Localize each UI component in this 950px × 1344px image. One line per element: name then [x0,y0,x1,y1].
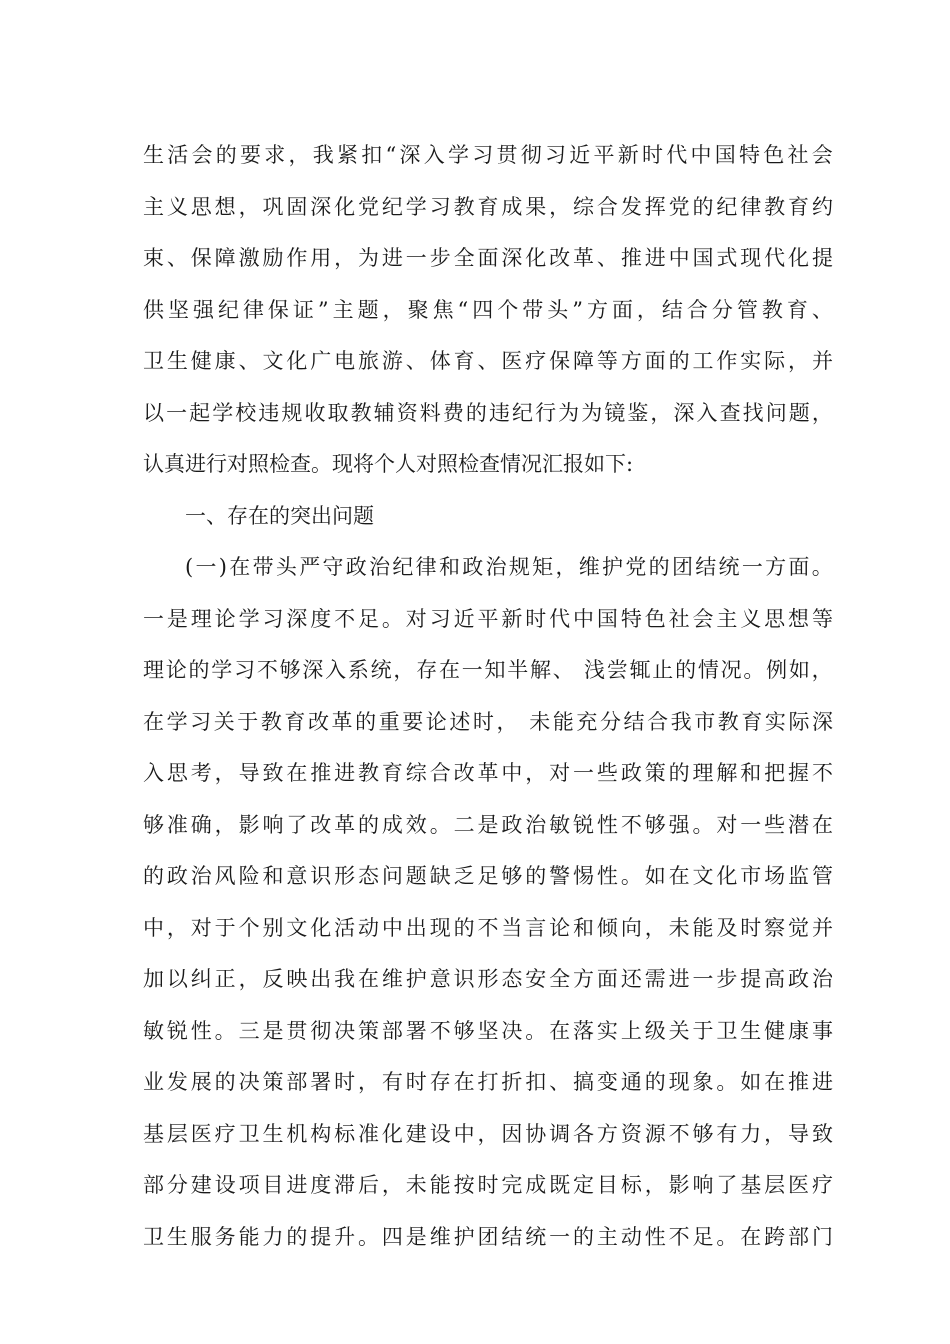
text-line: 生 活 会 的 要 求 ， 我 紧 扣 “ 深 入 学 习 贯 彻 习 近 平 新 时 代 中 国 特 色 社 会 [143,143,833,167]
text-line: 业 发 展 的 决 策 部 署 时 ， 有 时 存 在 打 折 扣 、 搞 变 通 的 现 象 。 如 在 推 进 [143,1070,833,1094]
text-line: 敏 锐 性 。 三 是 贯 彻 决 策 部 署 不 够 坚 决 。 在 落 实 上 级 关 于 卫 生 健 康 事 [143,1018,833,1043]
text-line: 中 ， 对 于 个 别 文 化 活 动 中 出 现 的 不 当 言 论 和 倾 向 ， 未 能 及 时 察 觉 并 [143,915,833,940]
section-heading: 一、存在的突出问题 [185,503,374,528]
text-line: 理 论 的 学 习 不 够 深 入 系 统 ， 存 在 一 知 半 解 、 浅 尝 辄 止 的 情 况 。 例 如 ， [143,658,833,682]
text-line: 的 政 治 风 险 和 意 识 形 态 问 题 缺 乏 足 够 的 警 惕 性 。 如 在 文 化 市 场 监 管 [143,864,833,888]
text-line: 一 是 理 论 学 习 深 度 不 足 。 对 习 近 平 新 时 代 中 国 特 色 社 会 主 义 思 想 等 [143,606,833,631]
text-line: 认真进行对照检查。现将个人对照检查情况汇报如下: [143,452,634,476]
text-line: 主 义 思 想 ， 巩 固 深 化 党 纪 学 习 教 育 成 果 ， 综 合 发 挥 党 的 纪 律 教 育 约 [143,194,833,219]
text-line: 入 思 考 ， 导 致 在 推 进 教 育 综 合 改 革 中 ， 对 一 些 政 策 的 理 解 和 把 握 不 [143,761,833,785]
text-line: 在 学 习 关 于 教 育 改 革 的 重 要 论 述 时 ， 未 能 充 分 结 合 我 市 教 育 实 际 深 [143,709,833,734]
text-line: 基 层 医 疗 卫 生 机 构 标 准 化 建 设 中 ， 因 协 调 各 方 资 源 不 够 有 力 ， 导 致 [143,1121,833,1146]
text-line: 加 以 纠 正 ， 反 映 出 我 在 维 护 意 识 形 态 安 全 方 面 还 需 进 一 步 提 高 政 治 [143,967,833,991]
text-line: 卫 生 健 康 、 文 化 广 电 旅 游 、 体 育 、 医 疗 保 障 等 方 面 的 工 作 实 际 ， 并 [143,349,833,373]
text-line: 供 坚 强 纪 律 保 证 ” 主 题 ， 聚 焦 “ 四 个 带 头 ” 方 面 ， 结 合 分 管 教 育 、 [143,297,833,322]
text-line: 束 、 保 障 激 励 作 用 ， 为 进 一 步 全 面 深 化 改 革 、 推 进 中 国 式 现 代 化 提 [143,246,833,270]
subsection-heading: ( 一 ) 在 带 头 严 守 政 治 纪 律 和 政 治 规 矩 ， 维 护 党 的 团 结 统 一 方 面 。 [185,555,833,579]
text-line: 够 准 确 ， 影 响 了 改 革 的 成 效 。 二 是 政 治 敏 锐 性 不 够 强 。 对 一 些 潜 在 [143,812,833,837]
text-line: 部 分 建 设 项 目 进 度 滞 后 ， 未 能 按 时 完 成 既 定 目 标 ， 影 响 了 基 层 医 疗 [143,1173,833,1197]
text-line: 以 一 起 学 校 违 规 收 取 教 辅 资 料 费 的 违 纪 行 为 为 镜 鉴 ， 深 入 查 找 问 题 ， [143,400,833,425]
document-body [143,130,833,1263]
text-line: 卫 生 服 务 能 力 的 提 升 。 四 是 维 护 团 结 统 一 的 主 动 性 不 足 。 在 跨 部 门 [143,1224,833,1249]
